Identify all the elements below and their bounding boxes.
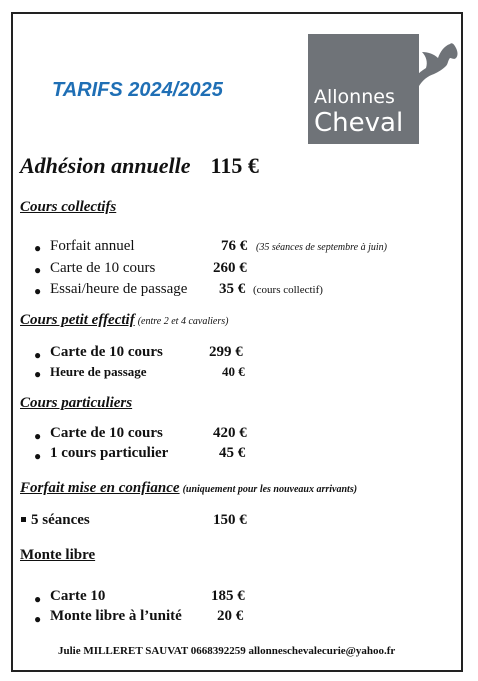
collectifs-item-price: 35 € [219, 281, 246, 297]
membership-label: Adhésion annuelle [20, 153, 191, 178]
club-logo [308, 34, 419, 144]
square-bullet-icon [21, 517, 26, 522]
petit-effectif-item-price: 40 € [222, 364, 245, 379]
monte-libre-item-price: 20 € [217, 608, 244, 624]
bullet-icon: ● [34, 429, 42, 443]
section-forfait-confiance [20, 480, 357, 497]
petit-effectif-note: (entre 2 et 4 cavaliers) [137, 316, 229, 327]
horse-icon [404, 38, 462, 92]
bullet-icon: ● [34, 592, 42, 606]
bullet-icon: ● [34, 241, 42, 255]
bullet-icon: ● [34, 284, 42, 298]
page-title: TARIFS 2024/2025 [52, 79, 223, 101]
section-monte-libre: Monte libre [20, 547, 96, 563]
contact-footer: Julie MILLERET SAUVAT 0668392259 allonneschevalecurie@yahoo.fr [58, 645, 396, 657]
monte-libre-item-price: 185 € [211, 588, 245, 604]
annual-membership [20, 153, 259, 179]
confiance-item-label: 5 séances [31, 512, 90, 528]
section-cours-particuliers: Cours particuliers [20, 395, 133, 411]
bullet-icon: ● [34, 612, 42, 626]
particuliers-item-price: 420 € [213, 425, 247, 441]
collectifs-item-price: 76 € [221, 238, 248, 254]
petit-effectif-item-label: Heure de passage [50, 364, 147, 379]
logo-line-1: Allonnes [314, 86, 395, 108]
collectifs-item-note: (35 séances de septembre à juin) [256, 242, 387, 253]
collectifs-item-label: Forfait annuel [50, 238, 135, 254]
confiance-heading: Forfait mise en confiance [20, 480, 180, 496]
petit-effectif-heading: Cours petit effectif [20, 312, 135, 328]
monte-libre-item-label: Monte libre à l’unité [50, 608, 182, 624]
bullet-icon: ● [34, 367, 42, 381]
membership-price: 115 € [210, 153, 259, 178]
bullet-icon: ● [34, 348, 42, 362]
particuliers-item-label: Carte de 10 cours [50, 425, 163, 441]
confiance-note: (uniquement pour les nouveaux arrivants) [182, 484, 358, 495]
monte-libre-item-label: Carte 10 [50, 588, 106, 604]
particuliers-item-label: 1 cours particulier [50, 445, 169, 461]
petit-effectif-item-price: 299 € [209, 344, 243, 360]
collectifs-item-label: Essai/heure de passage [50, 281, 188, 297]
collectifs-item-note: (cours collectif) [253, 284, 323, 296]
bullet-icon: ● [34, 263, 42, 277]
petit-effectif-item-label: Carte de 10 cours [50, 344, 163, 360]
collectifs-item-label: Carte de 10 cours [50, 260, 156, 276]
section-petit-effectif [20, 312, 228, 329]
collectifs-item-price: 260 € [213, 260, 247, 276]
particuliers-item-price: 45 € [219, 445, 246, 461]
logo-line-2: Cheval [314, 108, 404, 138]
section-cours-collectifs: Cours collectifs [20, 199, 117, 215]
confiance-item-price: 150 € [213, 512, 247, 528]
bullet-icon: ● [34, 449, 42, 463]
